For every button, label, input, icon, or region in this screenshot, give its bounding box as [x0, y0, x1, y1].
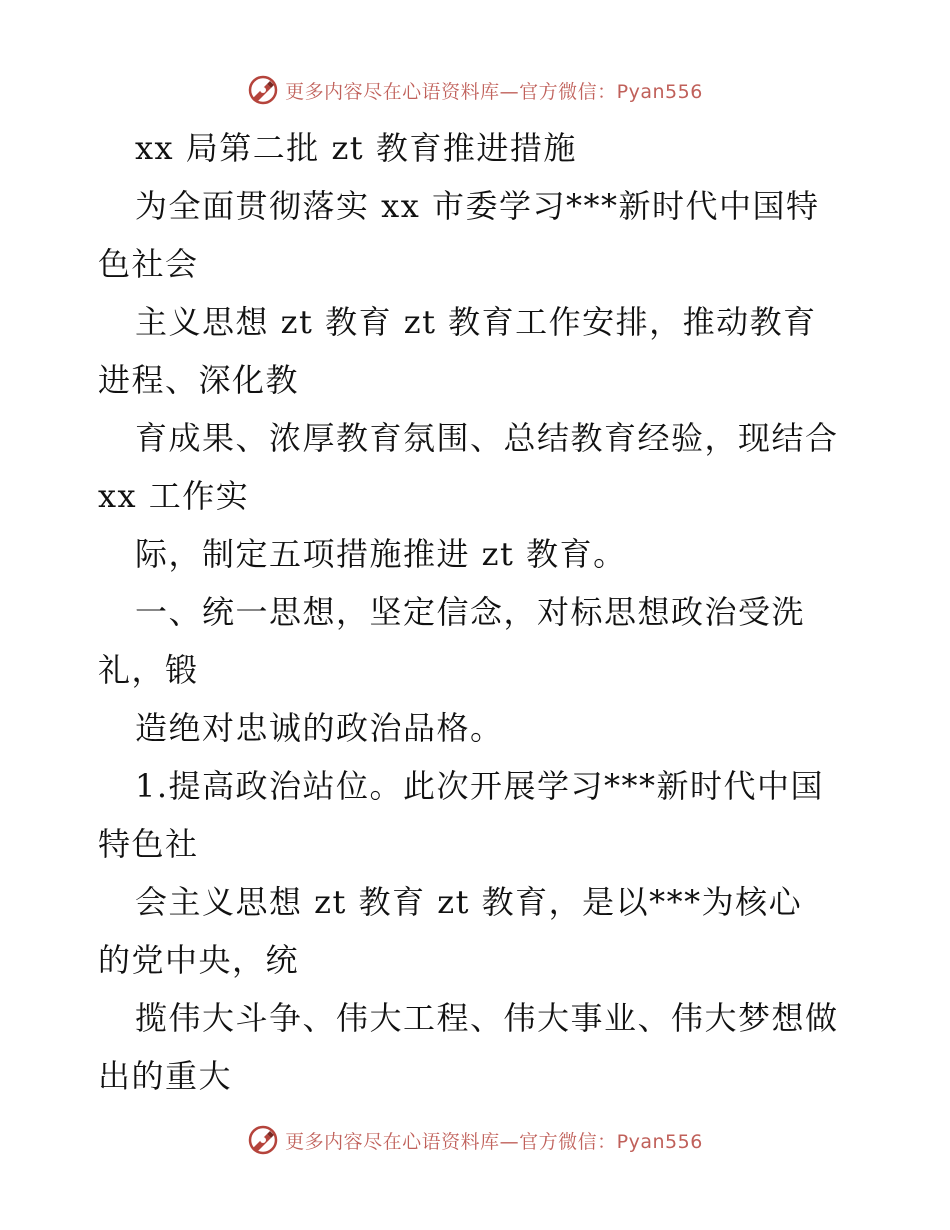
pen-logo-icon [247, 74, 279, 106]
doc-line: 会主义思想 zt 教育 zt 教育，是以***为核心 [135, 883, 803, 921]
doc-line: 际，制定五项措施推进 zt 教育。 [135, 535, 627, 573]
doc-line: 主义思想 zt 教育 zt 教育工作安排，推动教育 [135, 303, 817, 341]
pen-logo-icon [247, 1124, 279, 1156]
doc-line: 礼，锻 [98, 651, 199, 689]
doc-heading: 一、统一思想，坚定信念，对标思想政治受洗 [135, 593, 806, 631]
doc-line: 进程、深化教 [98, 361, 300, 399]
doc-line: 色社会 [98, 245, 199, 283]
doc-title: xx 局第二批 zt 教育推进措施 [135, 129, 577, 167]
banner-text: 更多内容尽在心语资料库—官方微信：Pyan556 [285, 1130, 703, 1153]
footer-watermark-banner [0, 1120, 950, 1160]
banner-text: 更多内容尽在心语资料库—官方微信：Pyan556 [285, 80, 703, 103]
doc-line: 为全面贯彻落实 xx 市委学习***新时代中国特 [135, 187, 820, 225]
doc-line: 的党中央，统 [98, 941, 300, 979]
header-watermark-banner [0, 70, 950, 110]
doc-line: 1.提高政治站位。此次开展学习***新时代中国 [135, 767, 825, 805]
doc-line: 育成果、浓厚教育氛围、总结教育经验，现结合 [135, 419, 839, 457]
doc-line: 揽伟大斗争、伟大工程、伟大事业、伟大梦想做 [135, 999, 839, 1037]
doc-line: 特色社 [98, 825, 199, 863]
doc-line: xx 工作实 [98, 477, 250, 515]
doc-line: 造绝对忠诚的政治品格。 [135, 709, 504, 747]
doc-line: 出的重大 [98, 1057, 233, 1095]
